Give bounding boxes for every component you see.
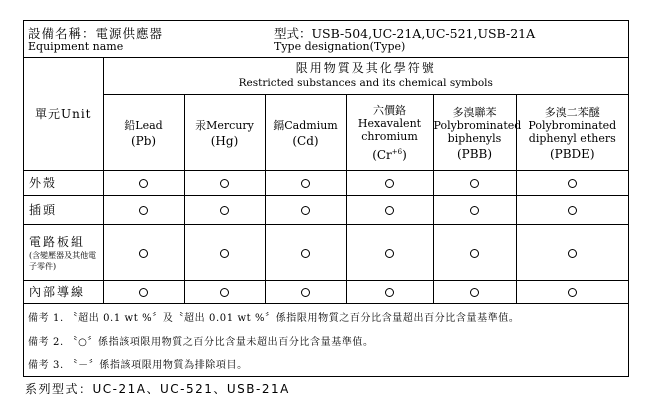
circle-mark-icon	[470, 206, 479, 215]
compliance-mark-cell	[184, 280, 265, 303]
unit-row	[24, 195, 628, 224]
compliance-mark-cell	[346, 280, 433, 303]
compliance-mark-cell	[103, 224, 184, 280]
compliance-mark-cell	[346, 195, 433, 224]
note-1: 備考 1. 〝超出 0.1 wt %〞及〝超出 0.01 wt %〞係指限用物質之百分比含量超出百分比含量基準值。	[28, 313, 520, 324]
circle-mark-icon	[301, 206, 310, 215]
circle-mark-icon	[568, 206, 577, 215]
compliance-mark-cell	[433, 224, 516, 280]
note-3: 備考 3. 〝－〞係指該項限用物質為排除項目。	[28, 360, 248, 371]
circle-mark-icon	[385, 179, 394, 188]
circle-mark-icon	[220, 179, 229, 188]
circle-mark-icon	[220, 206, 229, 215]
circle-mark-icon	[220, 249, 229, 258]
compliance-mark-cell	[184, 224, 265, 280]
compliance-mark-cell	[103, 195, 184, 224]
compliance-mark-cell	[433, 170, 516, 195]
substance-hexavalent-chromium: 六價鉻 Hexavalent chromium $(Cr^{+6})$	[346, 94, 433, 170]
compliance-mark-cell	[516, 170, 628, 195]
circle-mark-icon	[139, 249, 148, 258]
compliance-mark-cell	[265, 195, 346, 224]
circle-mark-icon	[568, 288, 577, 297]
substances-group-header	[103, 57, 628, 94]
compliance-mark-cell	[265, 170, 346, 195]
unit-row-label: 插頭	[24, 195, 103, 224]
circle-mark-icon	[470, 179, 479, 188]
group-title-zh: 限用物質及其化學符號	[295, 60, 436, 75]
circle-mark-icon	[301, 288, 310, 297]
substance-cadmium: 鎘Cadmium (Cd)	[265, 94, 346, 170]
type-designation-en: Type designation(Type)	[274, 40, 406, 53]
substance-pbb: 多溴聯苯 Polybrominated biphenyls (PBB)	[433, 94, 516, 170]
circle-mark-icon	[301, 179, 310, 188]
compliance-mark-cell	[516, 224, 628, 280]
unit-row	[24, 280, 628, 303]
unit-row	[24, 170, 628, 195]
compliance-mark-cell	[265, 280, 346, 303]
compliance-mark-cell	[516, 280, 628, 303]
substance-mercury: 汞Mercury (Hg)	[184, 94, 265, 170]
series-models-line: 系列型式：UC-21A、UC-521、USB-21A	[25, 382, 290, 396]
declaration-header	[24, 21, 628, 58]
compliance-mark-cell	[433, 195, 516, 224]
substances-table	[24, 57, 628, 304]
unit-row-label: 電路板組 (含變壓器及其他電子零件)	[24, 224, 103, 280]
compliance-mark-cell	[184, 170, 265, 195]
equipment-name-en: Equipment name	[28, 40, 124, 53]
rohs-declaration-table	[23, 20, 629, 377]
circle-mark-icon	[220, 288, 229, 297]
compliance-mark-cell	[346, 170, 433, 195]
note-2: 備考 2. 〝○〞係指該項限用物質之百分比含量未超出百分比含量基準值。	[28, 337, 374, 348]
compliance-mark-cell	[103, 170, 184, 195]
unit-row-note: (含變壓器及其他電子零件)	[29, 250, 97, 271]
unit-row-label: 外殼	[24, 170, 103, 195]
group-title-en: Restricted substances and its chemical symbols	[238, 76, 493, 89]
circle-mark-icon	[568, 179, 577, 188]
equipment-name-zh: 設備名稱：電源供應器	[28, 26, 164, 41]
circle-mark-icon	[139, 179, 148, 188]
compliance-mark-cell	[346, 224, 433, 280]
circle-mark-icon	[385, 206, 394, 215]
compliance-mark-cell	[184, 195, 265, 224]
circle-mark-icon	[385, 288, 394, 297]
compliance-mark-cell	[103, 280, 184, 303]
circle-mark-icon	[139, 288, 148, 297]
unit-row-label: 內部導線	[24, 280, 103, 303]
compliance-mark-cell	[433, 280, 516, 303]
circle-mark-icon	[301, 249, 310, 258]
type-designation-zh: 型式：USB-504,UC-21A,UC-521,USB-21A	[274, 26, 536, 41]
notes-section	[24, 303, 628, 377]
unit-row	[24, 224, 628, 280]
unit-rows	[24, 170, 628, 303]
circle-mark-icon	[385, 249, 394, 258]
substance-pbde: 多溴二苯醚 Polybrominated diphenyl ethers (PBDE)	[516, 94, 628, 170]
substance-lead: 鉛Lead (Pb)	[103, 94, 184, 170]
chromium-symbol: $(Cr^{+6})$	[372, 148, 407, 162]
circle-mark-icon	[470, 288, 479, 297]
circle-mark-icon	[139, 206, 148, 215]
circle-mark-icon	[568, 249, 577, 258]
compliance-mark-cell	[516, 195, 628, 224]
unit-header: 單元Unit	[24, 57, 103, 170]
circle-mark-icon	[470, 249, 479, 258]
compliance-mark-cell	[265, 224, 346, 280]
